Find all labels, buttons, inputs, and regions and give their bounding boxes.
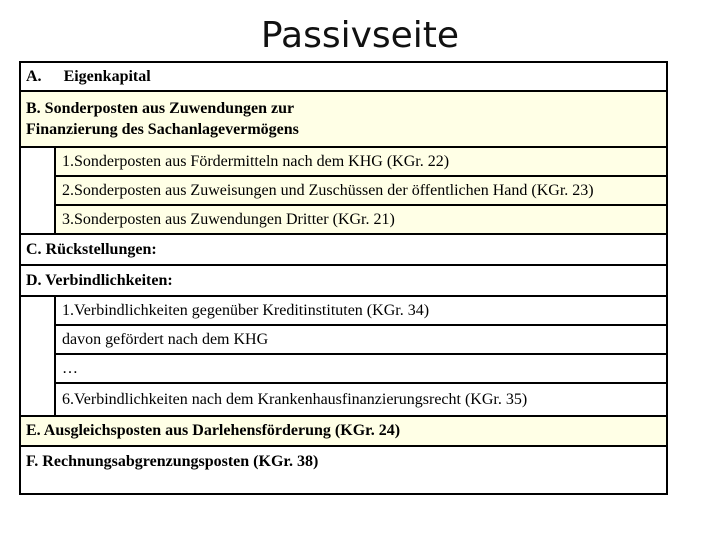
row-a-text: Eigenkapital: [63, 67, 151, 85]
row-b-sonderposten: [21, 92, 666, 148]
row-e-ausgleichsposten: [21, 417, 666, 447]
slide-title: Passivseite: [260, 15, 460, 56]
row-a-eigenkapital: [21, 63, 666, 92]
row-b-indent: [21, 148, 54, 235]
row-f-text: F. Rechnungsabgrenzungsposten (KGr. 38): [26, 453, 319, 470]
row-d-verbindlichkeiten: [21, 266, 666, 297]
row-f-rechnungsabgrenzung: [21, 447, 666, 493]
row-b-line2: Finanzierung des Sachanlagevermögens: [26, 121, 299, 138]
row-b-item-2: 2.Sonderposten aus Zuweisungen und Zuschüssen der öffentlichen Hand (KGr. 23): [54, 177, 666, 206]
row-c-rueckstellungen: [21, 235, 666, 266]
row-b-item-3: 3.Sonderposten aus Zuwendungen Dritter (KGr. 21): [54, 206, 666, 235]
row-d-item-1: 1.Verbindlichkeiten gegenüber Kreditinstituten (KGr. 34): [54, 297, 666, 326]
row-d-item-4: 6.Verbindlichkeiten nach dem Krankenhausfinanzierungsrecht (KGr. 35): [54, 384, 666, 417]
row-b-item-1: 1.Sonderposten aus Fördermitteln nach dem KHG (KGr. 22): [54, 148, 666, 177]
row-d-indent: [21, 297, 54, 417]
row-d-item-2: davon gefördert nach dem KHG: [54, 326, 666, 355]
row-c-text: C. Rückstellungen:: [26, 240, 157, 258]
row-a-label: A.: [26, 67, 42, 85]
row-b-line1: B. Sonderposten aus Zuwendungen zur: [26, 100, 295, 117]
row-d-item-3: …: [54, 355, 666, 384]
row-e-text: E. Ausgleichsposten aus Darlehensförderung (KGr. 24): [26, 422, 401, 439]
balance-sheet-table: [19, 61, 668, 495]
row-d-text: D. Verbindlichkeiten:: [26, 271, 173, 289]
